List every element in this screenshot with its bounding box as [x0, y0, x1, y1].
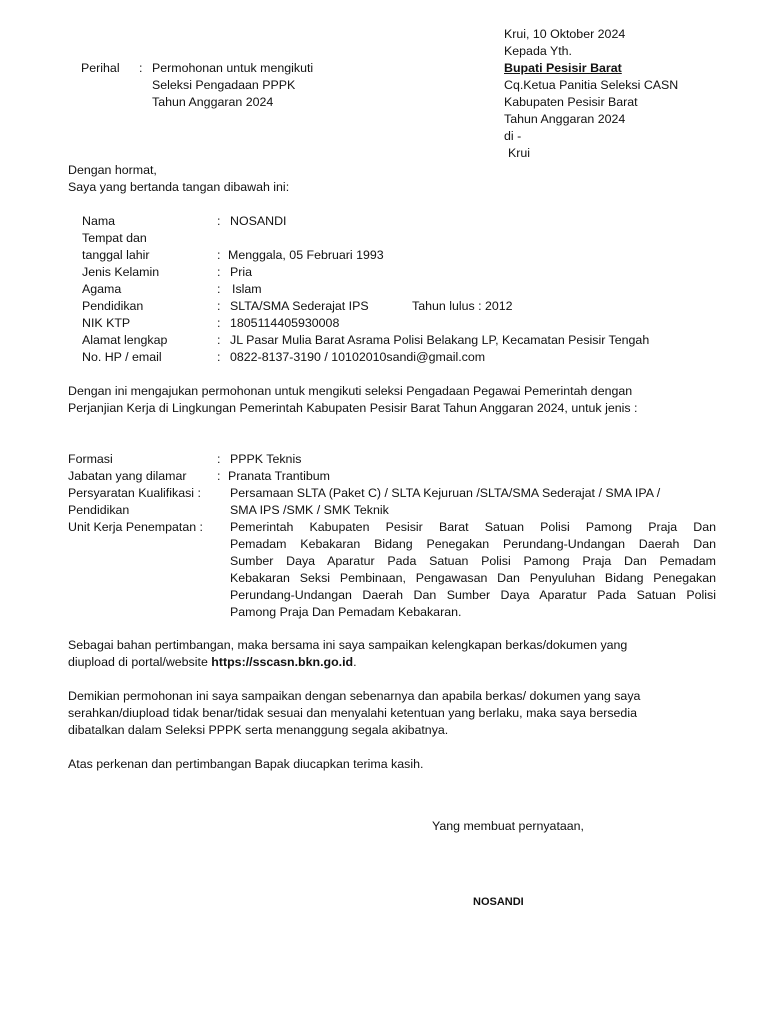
name-label: Nama [82, 214, 116, 228]
closing-text: Atas perkenan dan pertimbangan Bapak diucapkan terima kasih. [68, 757, 424, 771]
nik-value: 1805114405930008 [230, 316, 340, 330]
consideration-line: diupload di portal/website https://sscasn.bkn.go.id. [68, 655, 357, 669]
consideration-line: Sebagai bahan pertimbangan, maka bersama ini saya sampaikan kelengkapan berkas/dokumen yang [68, 638, 628, 652]
subject-label: Perihal [81, 61, 120, 75]
qualification-line: Persamaan SLTA (Paket C) / SLTA Kejuruan /SLTA/SMA Sederajat / SMA IPA / [230, 486, 661, 500]
address-value: JL Pasar Mulia Barat Asrama Polisi Belakang LP, Kecamatan Pesisir Tengah [230, 333, 650, 347]
birth-label: tanggal lahir [82, 248, 150, 262]
subject-line: Seleksi Pengadaan PPPK [152, 78, 296, 92]
recipient-line: Tahun Anggaran 2024 [504, 112, 626, 126]
colon: : [217, 214, 221, 228]
gender-value: Pria [230, 265, 253, 279]
phone-label: No. HP / email [82, 350, 162, 364]
colon: : [217, 469, 221, 483]
unit-line: Pamong Praja Dan Pemadam Kebakaran. [230, 605, 462, 619]
education-value: SLTA/SMA Sederajat IPS [230, 299, 369, 313]
colon: : [217, 282, 221, 296]
colon: : [217, 299, 221, 313]
birth-value: Menggala, 05 Februari 1993 [228, 248, 384, 262]
nik-label: NIK KTP [82, 316, 131, 330]
education-label: Pendidikan [82, 299, 144, 313]
recipient-line: di - [504, 129, 522, 143]
formation-label: Formasi [68, 452, 113, 466]
statement-line: Demikian permohonan ini saya sampaikan dengan sebenarnya dan apabila berkas/ dokumen yang saya [68, 689, 641, 703]
recipient-name: Bupati Pesisir Barat [504, 61, 622, 75]
colon: : [217, 452, 221, 466]
name-value: NOSANDI [230, 214, 287, 228]
recipient-line: Cq.Ketua Panitia Seleksi CASN [504, 78, 679, 92]
birth-label: Tempat dan [82, 231, 147, 245]
signature-label: Yang membuat pernyataan, [432, 819, 584, 833]
statement-line: dibatalkan dalam Seleksi PPPK serta menanggung segala akibatnya. [68, 723, 449, 737]
intro-text: Saya yang bertanda tangan dibawah ini: [68, 180, 290, 194]
gender-label: Jenis Kelamin [82, 265, 160, 279]
unit-line: Kebakaran Seksi Pembinaan, Pengawasan Dan Penyuluhan Bidang Penegakan [230, 571, 716, 585]
subject-line: Tahun Anggaran 2024 [152, 95, 274, 109]
religion-value: Islam [232, 282, 262, 296]
recipient-line: Krui [508, 146, 531, 160]
qualification-line: SMA IPS /SMK / SMK Teknik [230, 503, 389, 517]
unit-line: Perundang-Undangan Daerah Dan Sumber Daya Aparatur Pada Satuan Polisi [230, 588, 716, 602]
colon: : [217, 248, 221, 262]
unit-line: Sumber Daya Aparatur Pada Satuan Polisi Pamong Praja Dan Pemadam [230, 554, 716, 568]
religion-label: Agama [82, 282, 122, 296]
colon: : [217, 333, 221, 347]
unit-line: Pemerintah Kabupaten Pesisir Barat Satuan Polisi Pamong Praja Dan [230, 520, 716, 534]
colon: : [217, 350, 221, 364]
colon: : [217, 265, 221, 279]
job-value: Pranata Trantibum [228, 469, 330, 483]
address-label: Alamat lengkap [82, 333, 168, 347]
application-line: Dengan ini mengajukan permohonan untuk mengikuti seleksi Pengadaan Pegawai Pemerintah dengan [68, 384, 633, 398]
place-date: Krui, 10 Oktober 2024 [504, 27, 626, 41]
graduation-year: Tahun lulus : 2012 [412, 299, 513, 313]
qualification-label: Persyaratan Kualifikasi : [68, 486, 201, 500]
phone-value: 0822-8137-3190 / 10102010sandi@gmail.com [230, 350, 486, 364]
formation-value: PPPK Teknis [230, 452, 302, 466]
greeting: Dengan hormat, [68, 163, 157, 177]
colon: : [217, 316, 221, 330]
addressee-label: Kepada Yth. [504, 44, 572, 58]
website-link[interactable]: https://sscasn.bkn.go.id [211, 655, 354, 669]
application-line: Perjanjian Kerja di Lingkungan Pemerintah Kabupaten Pesisir Barat Tahun Anggaran 2024, untuk jenis : [68, 401, 638, 415]
unit-line: Pemadam Kebakaran Bidang Penegakan Perundang-Undangan Daerah Dan [230, 537, 716, 551]
recipient-line: Kabupaten Pesisir Barat [504, 95, 638, 109]
unit-label: Unit Kerja Penempatan : [68, 520, 203, 534]
subject-line: Permohonan untuk mengikuti [152, 61, 314, 75]
subject-colon: : [139, 61, 143, 75]
job-label: Jabatan yang dilamar [68, 469, 187, 483]
signatory-name: NOSANDI [473, 896, 524, 908]
statement-line: serahkan/diupload tidak benar/tidak sesuai dan menyalahi ketentuan yang berlaku, maka saya bersedia [68, 706, 637, 720]
qualification-label: Pendidikan [68, 503, 130, 517]
